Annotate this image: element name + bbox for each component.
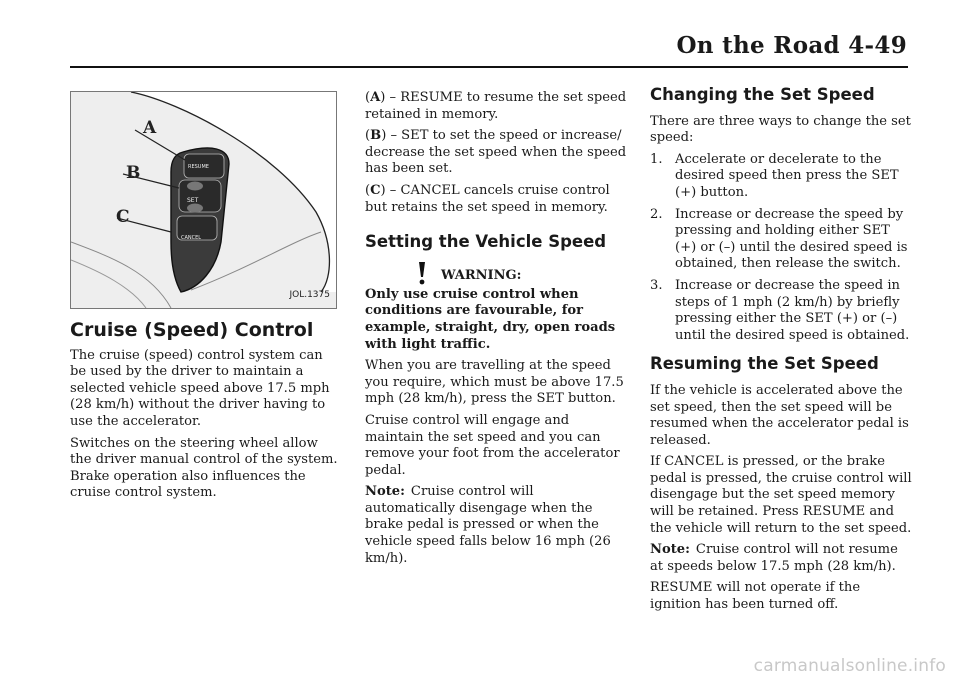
column-1	[70, 91, 338, 507]
cruise-switch-illustration	[70, 91, 337, 309]
list-item	[650, 152, 912, 202]
step-text: Increase or decrease the speed in steps of 1 mph (2 km/h) by briefly pressing either the SET (+) or (–) until the desired speed is obtained.	[675, 277, 910, 343]
note-label: Note:	[365, 484, 405, 500]
warning-exclamation-icon	[411, 261, 433, 285]
note-text: Cruise control will automatically disengage when the brake pedal is pressed or when the vehicle speed falls below 16 mph (26 km/h).	[365, 484, 611, 566]
callout-a: A	[143, 118, 157, 138]
paragraph: If CANCEL is pressed, or the brake pedal is pressed, the cruise control will disengage but the set speed memory will be retained. Press RESUME and the vehicle will return to the set speed.	[650, 454, 912, 536]
note-label: Note:	[650, 542, 690, 558]
step-number: 2.	[650, 206, 663, 222]
note-text: Cruise control will not resume at speeds below 17.5 mph (28 km/h).	[650, 542, 898, 574]
section-heading-changing-speed: Changing the Set Speed	[650, 85, 875, 104]
header-rule	[70, 66, 908, 68]
paragraph: When you are travelling at the speed you require, which must be above 17.5 mph (28 km/h), press the SET button.	[365, 358, 624, 407]
section-heading-cruise-control: Cruise (Speed) Control	[70, 319, 314, 341]
watermark: carmanualsonline.info	[753, 656, 946, 676]
set-button-label: SET	[187, 197, 199, 204]
step-number: 3.	[650, 277, 663, 293]
paragraph: Switches on the steering wheel allow the driver manual control of the system. Brake operation also influences the cruise control system.	[70, 435, 338, 501]
page-title: On the Road 4-49	[676, 32, 907, 59]
list-item	[650, 278, 912, 344]
warning-text: Only use cruise control when conditions are favourable, for example, straight, dry, open roads with light traffic.	[365, 286, 616, 352]
switch-key-c: C	[370, 182, 381, 198]
switch-text-c: – CANCEL cancels cruise control but retains the set speed in memory.	[365, 182, 610, 215]
column-3	[650, 87, 912, 619]
callout-c: C	[116, 207, 130, 227]
step-number: 1.	[650, 151, 663, 167]
step-text: Increase or decrease the speed by pressing and holding either SET (+) or (–) until the desired speed is obtained, then release the switch.	[675, 206, 908, 272]
paragraph: If the vehicle is accelerated above the set speed, then the set speed will be resumed when the accelerator pedal is released.	[650, 382, 909, 448]
list-item	[650, 207, 912, 273]
callout-b: B	[126, 163, 141, 183]
switch-description-b: (B) – SET to set the speed or increase/ decrease the set speed when the speed has been set.	[365, 128, 627, 177]
steps-list	[650, 152, 912, 345]
resume-button-label: RESUME	[188, 164, 209, 170]
section-heading-resuming-speed: Resuming the Set Speed	[650, 354, 879, 374]
paragraph: There are three ways to change the set speed:	[650, 113, 911, 146]
warning-label: WARNING:	[441, 268, 522, 284]
note	[650, 542, 912, 575]
paragraph: Cruise control will engage and maintain the set speed and you can remove your foot from the accelerator pedal.	[365, 412, 620, 478]
switch-key-a: A	[370, 90, 381, 105]
warning-header	[365, 261, 627, 285]
switch-description-c: (C) – CANCEL cancels cruise control but retains the set speed in memory.	[365, 182, 610, 215]
switch-text-b: – SET to set the speed or increase/ decrease the set speed when the speed has been set.	[365, 128, 627, 177]
step-text: Accelerate or decelerate to the desired speed then press the SET (+) button.	[675, 151, 899, 200]
figure-code: JOL.1375	[289, 290, 330, 301]
column-2	[365, 90, 627, 572]
paragraph: The cruise (speed) control system can be used by the driver to maintain a selected vehicle speed above 17.5 mph (28 km/h) without the driver having to use the accelerator.	[70, 347, 330, 429]
switch-text-a: – RESUME to resume the set speed retained in memory.	[365, 90, 627, 122]
note	[365, 484, 627, 567]
paragraph: RESUME will not operate if the ignition has been turned off.	[650, 580, 861, 613]
steering-wheel-drawing	[71, 92, 336, 308]
switch-description-a: (A) – RESUME to resume the set speed retained in memory.	[365, 90, 627, 122]
switch-key-b: B	[370, 128, 382, 144]
cancel-button-label: CANCEL	[181, 235, 202, 241]
section-heading-setting-speed: Setting the Vehicle Speed	[365, 232, 607, 252]
